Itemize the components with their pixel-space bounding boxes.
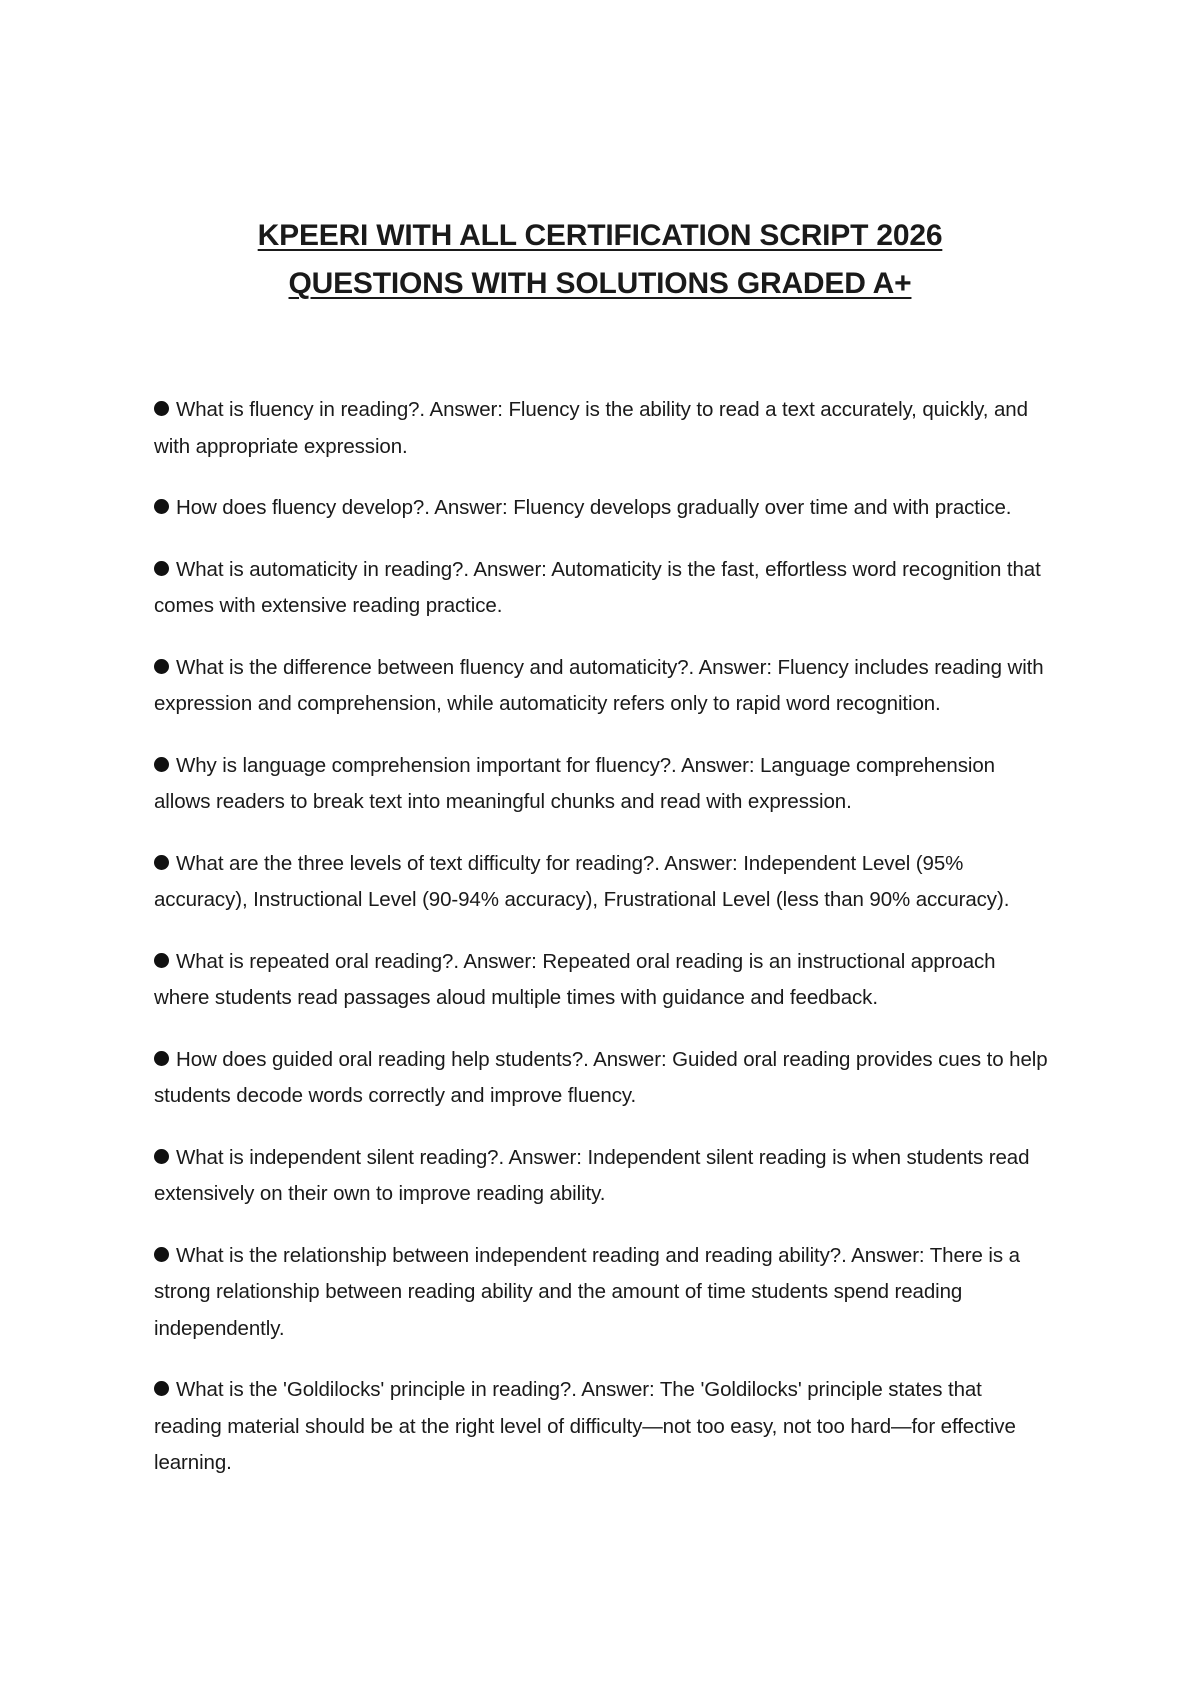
qa-text: What is independent silent reading?. Answer: Independent silent reading is when students read extensively on their own to improve reading ability. <box>154 1145 1030 1205</box>
qa-text: What is the 'Goldilocks' principle in reading?. Answer: The 'Goldilocks' principle states that reading material should be at the right level of difficulty—not too easy, not too hard—for effective learning. <box>154 1378 1016 1474</box>
bullet-icon <box>154 659 169 674</box>
bullet-icon <box>154 855 169 870</box>
qa-text: How does fluency develop?. Answer: Fluency develops gradually over time and with practice. <box>176 496 1012 519</box>
qa-item <box>154 392 1054 465</box>
qa-text: Why is language comprehension important for fluency?. Answer: Language comprehension allows readers to break text into meaningful chunks and read with expression. <box>154 753 995 813</box>
title-line-2: QUESTIONS WITH SOLUTIONS GRADED A+ <box>288 267 912 300</box>
qa-text: What is the difference between fluency and automaticity?. Answer: Fluency includes reading with expression and comprehension, while automaticity refers only to rapid word recognition. <box>154 655 1044 715</box>
bullet-icon <box>154 561 169 576</box>
qa-item <box>154 1042 1054 1115</box>
qa-text: What is fluency in reading?. Answer: Fluency is the ability to read a text accurately, quickly, and with appropriate expression. <box>154 398 1028 458</box>
qa-text: What is repeated oral reading?. Answer: Repeated oral reading is an instructional approach where students read passages aloud multiple times with guidance and feedback. <box>154 949 996 1009</box>
qa-item <box>154 1372 1054 1482</box>
qa-item <box>154 748 1054 821</box>
qa-list <box>154 392 1054 1507</box>
qa-text: What is automaticity in reading?. Answer: Automaticity is the fast, effortless word recognition that comes with extensive reading practice. <box>154 557 1041 617</box>
qa-text: What are the three levels of text difficulty for reading?. Answer: Independent Level (95% accuracy), Instructional Level (90-94% accuracy), Frustrational Level (less than 90% accuracy). <box>154 851 1010 911</box>
bullet-icon <box>154 1247 169 1262</box>
bullet-icon <box>154 401 169 416</box>
qa-item <box>154 1238 1054 1348</box>
bullet-icon <box>154 1381 169 1396</box>
qa-text: What is the relationship between independent reading and reading ability?. Answer: There is a strong relationship between reading ability and the amount of time students spend reading independently. <box>154 1243 1020 1340</box>
bullet-icon <box>154 499 169 514</box>
qa-item <box>154 1140 1054 1213</box>
qa-item <box>154 490 1054 527</box>
qa-item <box>154 552 1054 625</box>
qa-text: How does guided oral reading help students?. Answer: Guided oral reading provides cues to help students decode words correctly and improve fluency. <box>154 1047 1048 1107</box>
bullet-icon <box>154 1149 169 1164</box>
bullet-icon <box>154 953 169 968</box>
qa-item <box>154 650 1054 723</box>
title-line-1: KPEERI WITH ALL CERTIFICATION SCRIPT 2026 <box>257 219 943 252</box>
bullet-icon <box>154 1051 169 1066</box>
bullet-icon <box>154 757 169 772</box>
qa-item <box>154 846 1054 919</box>
qa-item <box>154 944 1054 1017</box>
document-title <box>150 212 1050 308</box>
